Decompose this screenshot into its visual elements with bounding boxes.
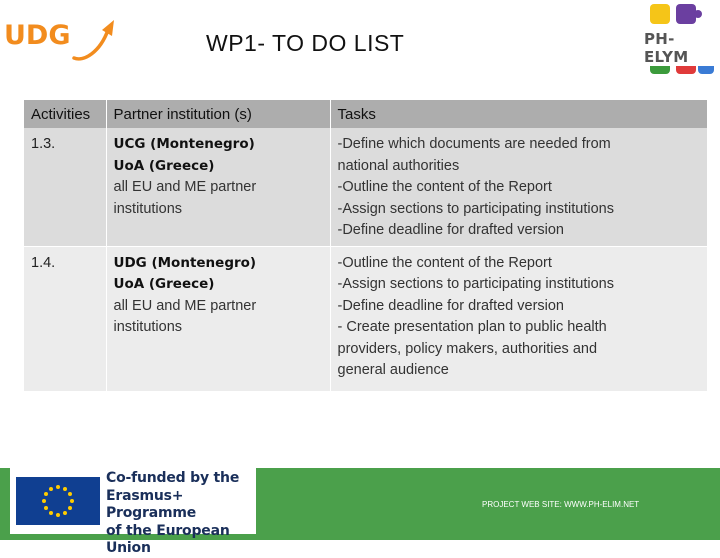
header-partner-institutions: Partner institution (s) bbox=[106, 100, 330, 128]
todo-table bbox=[24, 100, 708, 392]
partner-name: UCG (Montenegro) bbox=[113, 136, 255, 152]
task-line: national authorities bbox=[337, 157, 460, 174]
partner-other: institutions bbox=[113, 319, 183, 335]
partner-name: UDG (Montenegro) bbox=[113, 254, 257, 271]
task-line: -Define which documents are needed from bbox=[337, 136, 611, 152]
task-line: -Assign sections to participating institutions bbox=[337, 276, 614, 292]
partner-other: all EU and ME partner bbox=[113, 297, 257, 314]
eu-flag-icon bbox=[16, 477, 100, 525]
task-line: general audience bbox=[337, 362, 449, 378]
udg-logo bbox=[4, 12, 116, 64]
task-line: -Outline the content of the Report bbox=[337, 254, 552, 271]
activity-cell: 1.3. bbox=[24, 128, 106, 246]
partner-name: UoA (Greece) bbox=[113, 276, 215, 292]
header-activities: Activities bbox=[24, 100, 106, 128]
table-row bbox=[24, 128, 708, 246]
task-line: -Assign sections to participating institutions bbox=[337, 200, 614, 217]
funding-line: Co-funded by the bbox=[106, 470, 240, 486]
table-header-row bbox=[24, 100, 708, 128]
partner-cell bbox=[106, 246, 330, 391]
task-line: - Create presentation plan to public health bbox=[337, 319, 607, 335]
ph-elym-logo-text: PH-ELYM bbox=[642, 30, 720, 66]
activity-cell: 1.4. bbox=[24, 246, 106, 391]
task-line: -Define deadline for drafted version bbox=[337, 222, 564, 238]
page-title: WP1- TO DO LIST bbox=[206, 30, 405, 56]
funding-line: Erasmus+ Programme bbox=[106, 487, 197, 521]
swoosh-arrow-icon bbox=[70, 12, 120, 64]
tasks-cell bbox=[330, 128, 708, 246]
tasks-cell bbox=[330, 246, 708, 391]
project-website: PROJECT WEB SITE: WWW.PH-ELIM.NET bbox=[482, 500, 640, 509]
partner-cell bbox=[106, 128, 330, 246]
udg-logo-text: UDG bbox=[4, 20, 71, 51]
task-line: providers, policy makers, authorities and bbox=[337, 340, 598, 357]
ph-elym-logo bbox=[640, 2, 720, 78]
funding-text bbox=[106, 470, 256, 558]
partner-other: institutions bbox=[113, 200, 183, 217]
funding-line: of the European Union bbox=[106, 522, 230, 556]
erasmus-funding-badge bbox=[10, 468, 256, 556]
task-line: -Define deadline for drafted version bbox=[337, 297, 564, 314]
task-line: -Outline the content of the Report bbox=[337, 179, 552, 195]
partner-name: UoA (Greece) bbox=[113, 157, 215, 174]
footer-bar bbox=[0, 468, 720, 556]
header-tasks: Tasks bbox=[330, 100, 708, 128]
table-row bbox=[24, 246, 708, 391]
partner-other: all EU and ME partner bbox=[113, 179, 257, 195]
